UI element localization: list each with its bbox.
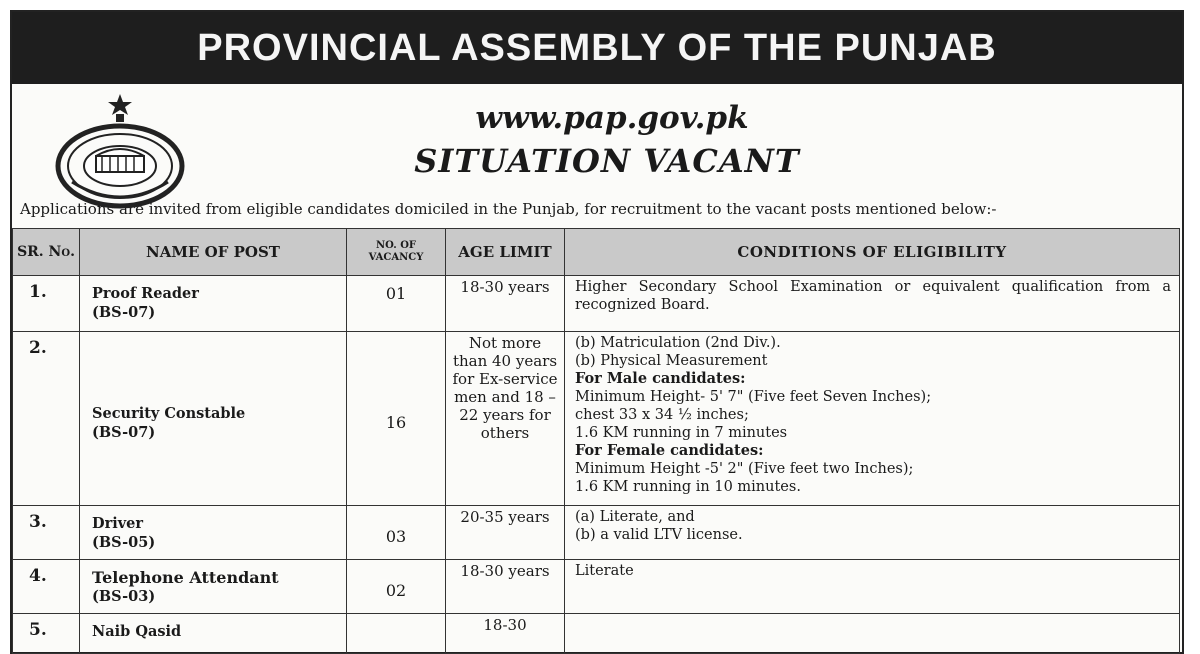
condition-line: 1.6 KM running in 7 minutes [575, 425, 788, 441]
condition-line: For Female candidates: [575, 442, 764, 459]
condition-line: Literate [575, 563, 634, 579]
row-post [80, 506, 347, 560]
vacancy-table [12, 228, 1180, 654]
post-name: Security Constable [92, 404, 246, 422]
intro-text: Applications are invited from eligible candidates domiciled in the Punjab, for recruitment to the vacant posts mentioned below:- [20, 200, 997, 218]
row-post [80, 276, 347, 332]
row-age: 18-30 years [446, 560, 565, 614]
row-sr: 1. [13, 276, 80, 332]
post-scale: (BS-05) [92, 534, 156, 551]
row-post [80, 332, 347, 506]
col-age-limit: AGE LIMIT [446, 229, 565, 276]
section-title: SITUATION VACANT [414, 142, 800, 180]
row-conditions [565, 276, 1180, 332]
row-age: Not more than 40 years for Ex-service men and 18 – 22 years for others [446, 332, 565, 506]
table-row [13, 614, 1180, 654]
col-sr-no: SR. No. [13, 229, 80, 276]
row-post [80, 560, 347, 614]
row-sr: 4. [13, 560, 80, 614]
row-vacancy: 03 [347, 506, 446, 560]
row-vacancy: 16 [347, 332, 446, 506]
post-name: Telephone Attendant [92, 568, 279, 587]
header-area [12, 84, 1182, 204]
row-conditions [565, 560, 1180, 614]
row-age: 20-35 years [446, 506, 565, 560]
post-name: Driver [92, 515, 144, 532]
row-sr: 3. [13, 506, 80, 560]
row-sr: 5. [13, 614, 80, 654]
row-sr: 2. [13, 332, 80, 506]
banner-title: PROVINCIAL ASSEMBLY OF THE PUNJAB [12, 12, 1182, 84]
row-age: 18-30 [446, 614, 565, 654]
table-row [13, 560, 1180, 614]
post-scale: (BS-03) [92, 588, 156, 605]
condition-line: (a) Literate, and [575, 509, 695, 525]
condition-line: (b) Matriculation (2nd Div.). [575, 335, 781, 351]
condition-line: Minimum Height- 5' 7" (Five feet Seven Inches); [575, 389, 932, 405]
condition-line: Minimum Height -5' 2" (Five feet two Inches); [575, 461, 914, 477]
condition-line: For Male candidates: [575, 370, 746, 387]
row-conditions [565, 506, 1180, 560]
col-no-of-vacancy: NO. OF VACANCY [347, 229, 446, 276]
table-row [13, 332, 1180, 506]
row-vacancy [347, 614, 446, 654]
col-conditions: CONDITIONS OF ELIGIBILITY [565, 229, 1180, 276]
advertisement [10, 10, 1184, 654]
post-scale: (BS-07) [92, 304, 156, 321]
condition-line: Higher Secondary School Examination or equivalent qualification from a recognized Board. [575, 279, 1171, 313]
condition-line: (b) Physical Measurement [575, 353, 768, 369]
col-name-of-post: NAME OF POST [80, 229, 347, 276]
website-url: www.pap.gov.pk [475, 100, 749, 136]
row-vacancy: 01 [347, 276, 446, 332]
table-header-row [13, 229, 1180, 276]
table-row [13, 276, 1180, 332]
row-conditions [565, 614, 1180, 654]
row-age: 18-30 years [446, 276, 565, 332]
condition-line: (b) a valid LTV license. [575, 527, 743, 543]
post-scale: (BS-07) [92, 423, 156, 441]
condition-line: chest 33 x 34 ½ inches; [575, 407, 749, 423]
post-name: Proof Reader [92, 285, 199, 302]
post-name: Naib Qasid [92, 623, 182, 640]
row-conditions [565, 332, 1180, 506]
table-row [13, 506, 1180, 560]
condition-line: 1.6 KM running in 10 minutes. [575, 479, 801, 495]
row-vacancy: 02 [347, 560, 446, 614]
row-post [80, 614, 347, 654]
